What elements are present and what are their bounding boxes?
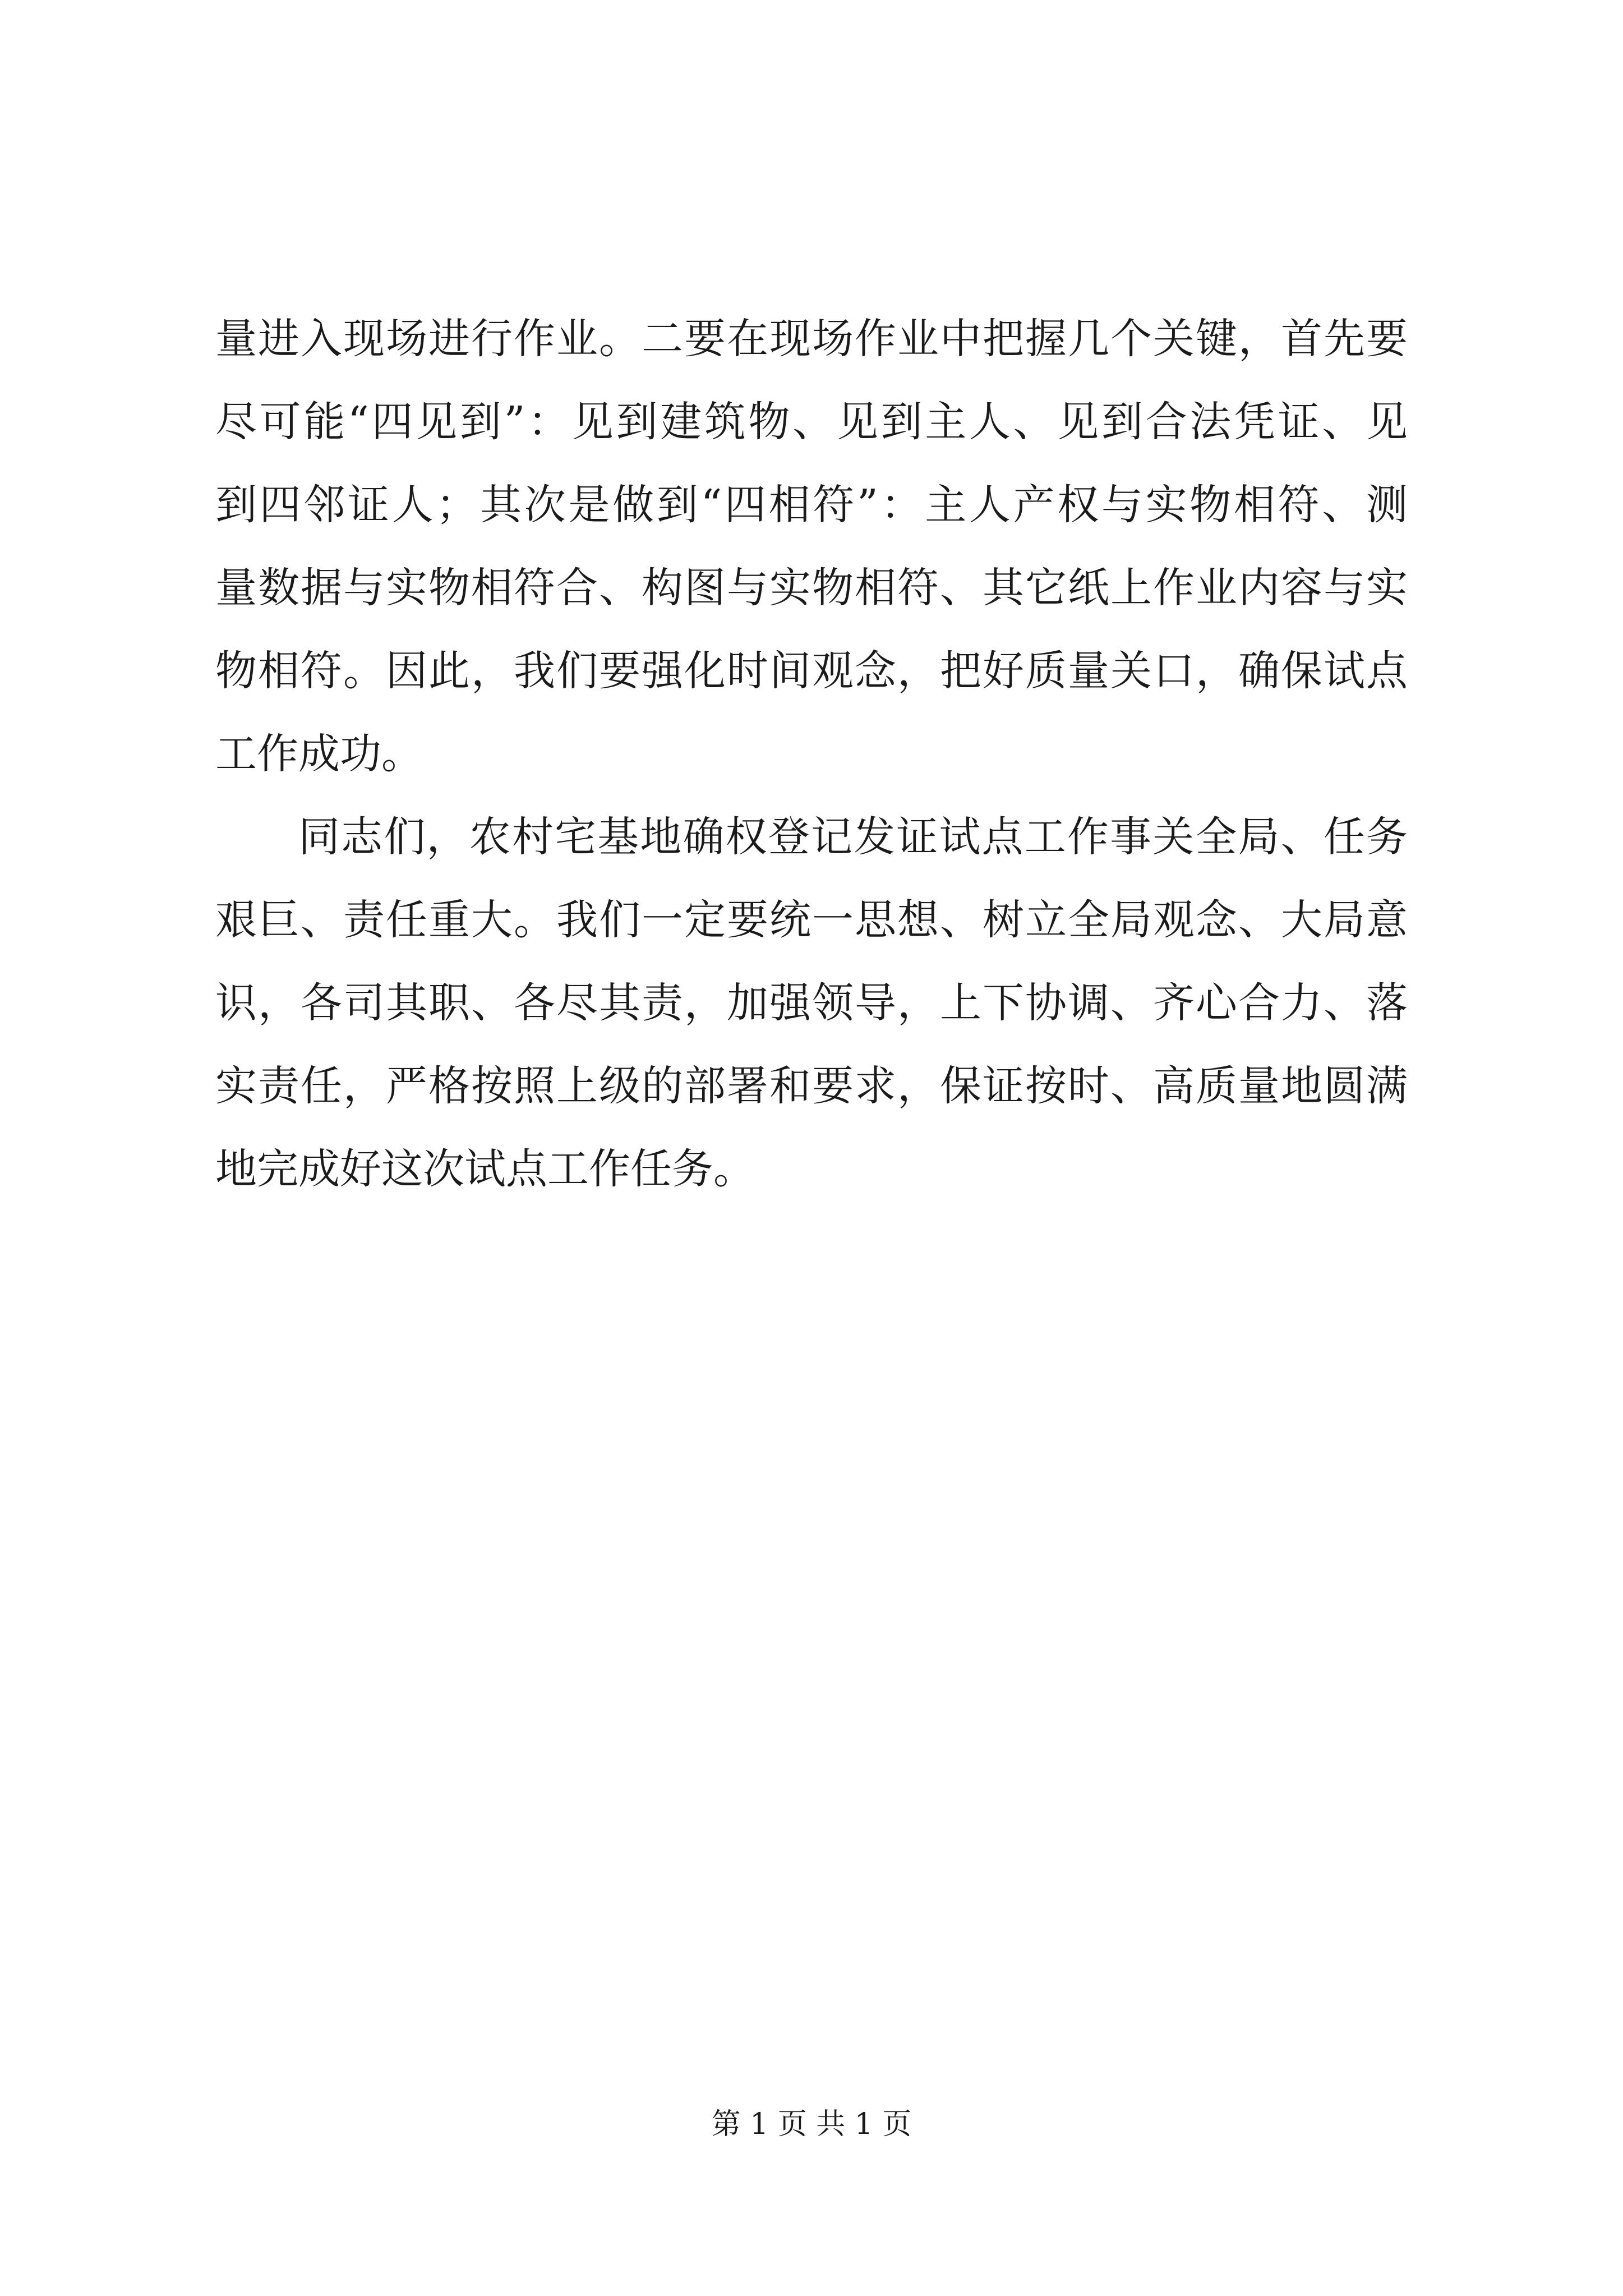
text-line: 尽可能“四见到”：见到建筑物、见到主人、见到合法凭证、见: [215, 398, 1408, 446]
text-line: 到四邻证人；其次是做到“四相符”：主人产权与实物相符、测: [215, 481, 1408, 529]
paragraph-1: [215, 297, 1408, 795]
text-line: 物相符。因此，我们要强化时间观念，把好质量关口，确保试点: [215, 647, 1408, 695]
document-body: [215, 297, 1408, 1211]
text-line: 识，各司其职、各尽其责，加强领导，上下协调、齐心合力、落: [215, 979, 1408, 1027]
page-footer: [0, 2105, 1623, 2144]
text-line: 量进入现场进行作业。二要在现场作业中把握几个关键，首先要: [215, 315, 1408, 363]
page-number-label: 第 1 页 共 1 页: [711, 2108, 912, 2141]
text-line: 实责任，严格按照上级的部署和要求，保证按时、高质量地圆满: [215, 1062, 1408, 1110]
text-line: 工作成功。: [215, 730, 423, 778]
text-line: 艰巨、责任重大。我们一定要统一思想、树立全局观念、大局意: [215, 896, 1408, 944]
paragraph-2: [215, 795, 1408, 1211]
text-line: 量数据与实物相符合、构图与实物相符、其它纸上作业内容与实: [215, 564, 1408, 612]
text-line: 地完成好这次试点工作任务。: [215, 1145, 755, 1193]
text-line: 同志们，农村宅基地确权登记发证试点工作事关全局、任务: [298, 813, 1408, 861]
